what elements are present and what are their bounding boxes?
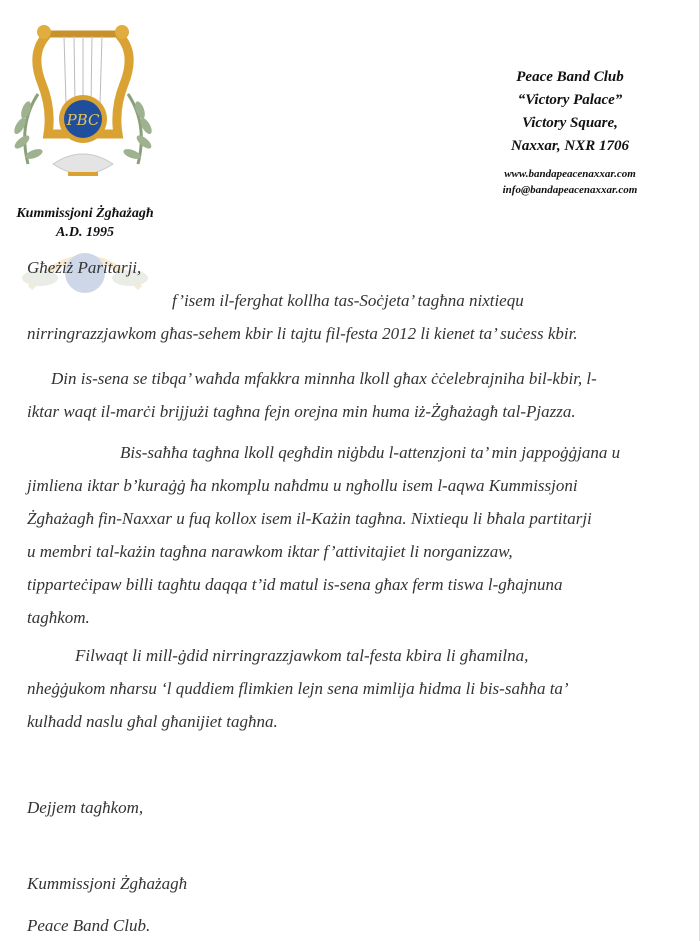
- committee-year: A.D. 1995: [56, 225, 114, 240]
- paragraph-line: jimliena iktar b’kuraġġ ħa nkomplu naħdmu u ngħollu isem l-aqwa Kummissjoni: [27, 476, 578, 495]
- salutation: Għeżiż Paritarji,: [27, 258, 142, 277]
- paragraph-line: Żgħażagħ fin-Naxxar u fuq kollox isem il-Każin tagħna. Nixtiequ li bħala partitarji: [27, 509, 592, 528]
- address-line: Victory Square,: [522, 115, 618, 131]
- website-link[interactable]: www.bandapeacenaxxar.com: [504, 168, 636, 180]
- paragraph-line: kulħadd naslu għal għanijiet tagħna.: [27, 712, 278, 731]
- address-line: “Victory Palace”: [517, 92, 623, 108]
- svg-text:PBC: PBC: [66, 111, 100, 129]
- club-address: [470, 66, 670, 158]
- paragraph-line: Din is-sena se tibqa’ waħda mfakkra minnha lkoll għax ċċelebrajniha bil-kbir, l-: [51, 369, 597, 388]
- paragraph-3: [27, 436, 667, 634]
- address-line: Peace Band Club: [516, 69, 624, 85]
- committee-heading: [0, 204, 170, 242]
- paragraph-line: f’isem il-ferghat kollha tas-Soċjeta’ tagħna nixtiequ: [172, 291, 524, 310]
- paragraph-line: tagħkom.: [27, 608, 90, 627]
- paragraph-line: u membri tal-każin tagħna narawkom iktar f’attivitajiet li norganizzaw,: [27, 542, 513, 561]
- lyre-logo-icon: [8, 14, 158, 194]
- email-link[interactable]: info@bandapeacenaxxar.com: [502, 184, 638, 196]
- paragraph-line: Bis-saħħa tagħna lkoll qegħdin niġbdu l-attenzjoni ta’ min jappoġġjana u: [120, 443, 621, 462]
- paragraph-line: iktar waqt il-marċi brijjużi tagħna fejn orejna min huma iż-Żgħażagħ tal-Pjazza.: [27, 402, 576, 421]
- committee-name: Kummissjoni Żgħażagħ: [16, 206, 154, 221]
- paragraph-1: [27, 284, 667, 350]
- paragraph-line: Filwaqt li mill-ġdid nirringrazzjawkom tal-festa kbira li għamilna,: [75, 646, 529, 665]
- paragraph-line: tipparteċipaw billi tagħtu daqqa t’id matul is-sena għax ferm tiswa l-għajnuna: [27, 575, 563, 594]
- paragraph-2: [27, 362, 667, 428]
- paragraph-line: nheġġukom nħarsu ‘l quddiem flimkien lejn sena mimlija ħidma li bis-saħħa ta’: [27, 679, 569, 698]
- signature-club: Peace Band Club.: [27, 916, 151, 935]
- closing-phrase: Dejjem tagħkom,: [27, 798, 144, 817]
- signature-committee: Kummissjoni Żgħażagħ: [27, 874, 188, 893]
- paragraph-4: [27, 639, 667, 738]
- address-line: Naxxar, NXR 1706: [511, 138, 629, 154]
- club-contacts: [470, 166, 670, 198]
- paragraph-line: nirringrazzjawkom għas-sehem kbir li tajtu fil-festa 2012 li kienet ta’ suċess kbir.: [27, 324, 578, 343]
